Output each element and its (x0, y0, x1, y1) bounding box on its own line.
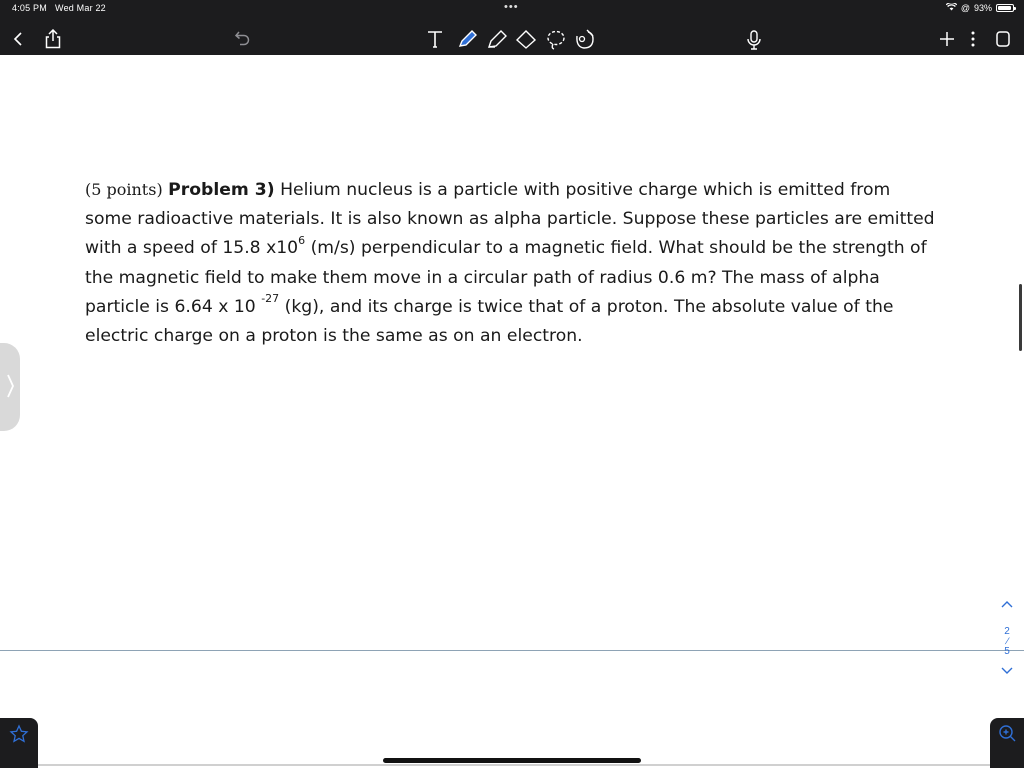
chevron-right-icon (6, 371, 16, 401)
exponent-1: 6 (298, 233, 306, 247)
scrollbar[interactable] (1019, 284, 1022, 351)
lasso-icon[interactable] (545, 29, 567, 51)
page-divider (0, 650, 1024, 651)
status-time (12, 3, 106, 13)
shapes-icon[interactable] (574, 28, 596, 50)
pen-tool-icon[interactable] (456, 29, 478, 49)
problem-text-1: Helium nucleus is a particle with positive charge which is emitted from some radioactive materials. It is also known as alpha particle. Suppose these particles are emitted with a speed of 15.8 x10 (85, 180, 935, 259)
current-page: 2 (1004, 626, 1010, 637)
status-indicators (946, 3, 1014, 13)
page-up-icon[interactable] (996, 600, 1018, 616)
add-icon[interactable] (938, 30, 956, 48)
top-toolbar (0, 0, 1024, 55)
points-label: (5 points) (85, 180, 163, 199)
zoom-panel (990, 718, 1024, 768)
page-navigator (996, 600, 1018, 678)
zoom-in-icon[interactable] (997, 723, 1017, 747)
multitask-dots[interactable]: ••• (504, 1, 519, 13)
highlighter-icon[interactable] (486, 29, 508, 49)
eraser-icon[interactable] (515, 29, 537, 49)
problem-label: Problem 3) (168, 180, 275, 200)
clock-time: 4:05 PM (12, 3, 47, 13)
page-down-icon[interactable] (996, 667, 1018, 678)
problem-text-3: (kg), and its charge is twice that of a proton. The absolute value of the electric charge on a proton is the same as on an electron. (85, 296, 894, 347)
undo-icon[interactable] (234, 30, 252, 47)
clock-date: Wed Mar 22 (55, 3, 106, 13)
more-icon[interactable] (970, 30, 976, 48)
bottom-divider (38, 764, 990, 766)
battery-percent: 93% (973, 3, 992, 13)
favorite-panel (0, 718, 38, 768)
sidebar-handle[interactable] (0, 343, 20, 431)
battery-icon (996, 4, 1014, 12)
text-tool-icon[interactable] (426, 29, 444, 49)
problem-text-2: (m/s) perpendicular to a magnetic field. What should be the strength of the magnetic field to make them move in a circular path of radius 0.6 m? The mass of alpha particle is 6.64 x 10 (85, 238, 927, 317)
problem-text (85, 175, 935, 351)
at-icon: @ (960, 3, 970, 13)
page-view-icon[interactable] (994, 30, 1012, 48)
back-chevron-icon[interactable] (12, 31, 24, 47)
exponent-2: -27 (261, 292, 280, 306)
home-indicator[interactable] (383, 758, 641, 763)
star-icon[interactable] (9, 724, 29, 748)
microphone-icon[interactable] (746, 29, 762, 51)
share-icon[interactable] (44, 29, 62, 49)
total-pages: 5 (1004, 646, 1010, 657)
wifi-icon (946, 3, 957, 13)
page-separator: / (1004, 636, 1011, 646)
